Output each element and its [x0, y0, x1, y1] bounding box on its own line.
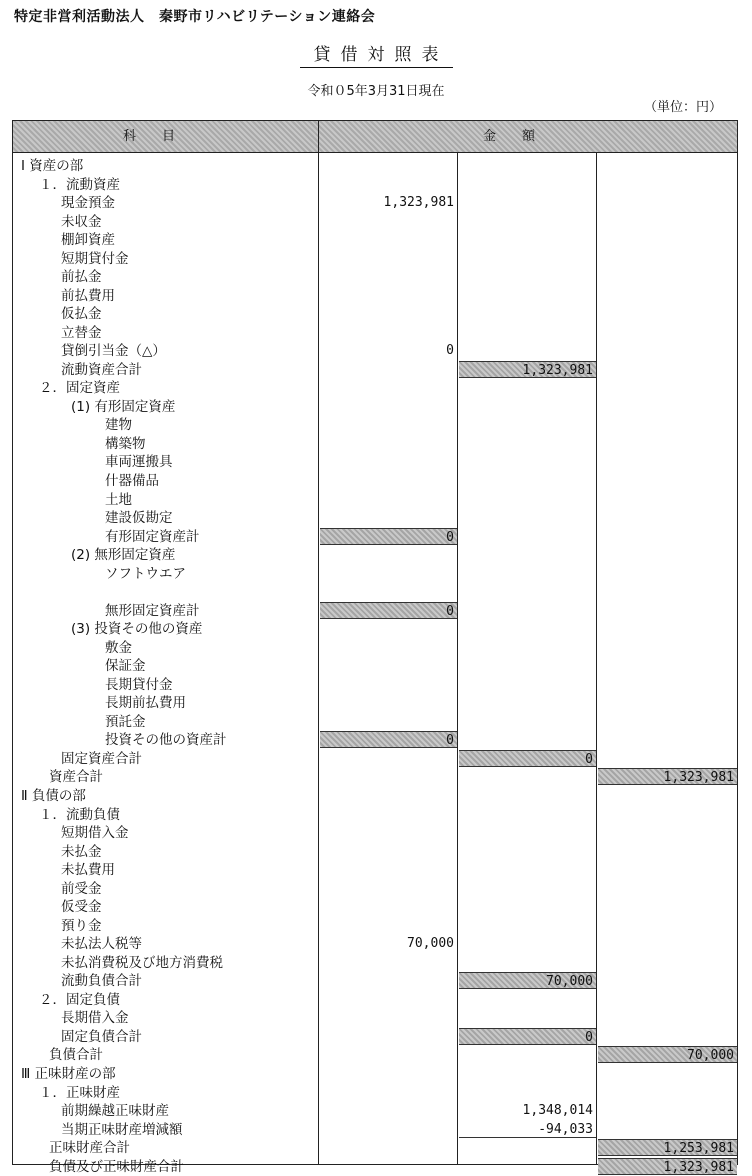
table-row	[13, 583, 737, 602]
amount-1: 1,323,981	[383, 195, 454, 211]
table-row	[13, 1065, 737, 1084]
table-row	[13, 435, 737, 454]
row-label: 長期前払費用	[105, 695, 186, 712]
header-subject: 科 目	[123, 129, 176, 144]
table-row	[13, 157, 737, 176]
row-label: Ⅰ 資産の部	[21, 158, 84, 174]
table-row	[13, 472, 737, 491]
row-label: (2) 無形固定資産	[71, 547, 176, 564]
unit-label: （単位：円）	[643, 100, 722, 115]
row-label: 前払費用	[61, 287, 115, 304]
row-label: 正味財産合計	[49, 1140, 130, 1157]
table-row	[13, 602, 737, 621]
row-label: 仮払金	[61, 306, 102, 323]
amount-3: 70,000	[598, 1046, 737, 1063]
table-row	[13, 935, 737, 954]
row-label: 投資その他の資産計	[105, 732, 227, 749]
row-label: 棚卸資産	[61, 232, 115, 249]
row-label: 未払消費税及び地方消費税	[61, 954, 223, 971]
table-row	[13, 176, 737, 195]
table-row	[13, 342, 737, 361]
row-label: 什器備品	[105, 473, 159, 489]
table-row	[13, 991, 737, 1010]
table-row	[13, 768, 737, 787]
row-label: 負債合計	[49, 1047, 103, 1064]
row-label: ２．固定資産	[39, 380, 120, 397]
row-label: １．正味財産	[39, 1084, 120, 1101]
organization-name: 特定非営利活動法人 秦野市リハビリテーション連絡会	[14, 9, 376, 25]
row-label: 負債及び正味財産合計	[49, 1158, 184, 1175]
row-label: 貸倒引当金（△）	[61, 343, 166, 360]
row-label: 建設仮勘定	[105, 510, 173, 527]
table-row	[13, 954, 737, 973]
row-label: 固定資産合計	[61, 750, 142, 767]
row-label: ２．固定負債	[39, 991, 120, 1008]
row-label: 資産合計	[49, 769, 103, 786]
row-label: 敷金	[105, 639, 132, 656]
table-row	[13, 824, 737, 843]
row-label: 保証金	[105, 658, 146, 675]
table-row	[13, 1028, 737, 1047]
table-row	[13, 398, 737, 417]
document-title	[0, 40, 752, 65]
table-row	[13, 287, 737, 306]
table-row	[13, 509, 737, 528]
document-title-text: 貸借対照表	[300, 45, 453, 68]
amount-2: 0	[459, 1028, 596, 1045]
row-label: 流動資産合計	[61, 361, 142, 378]
table-row	[13, 1009, 737, 1028]
table-row	[13, 231, 737, 250]
table-row	[13, 676, 737, 695]
amount-2: 0	[459, 750, 596, 767]
header-amount: 金 額	[483, 129, 536, 144]
row-label: 車両運搬具	[105, 454, 173, 471]
row-label: 長期貸付金	[105, 676, 173, 693]
table-header	[13, 121, 737, 153]
table-row	[13, 379, 737, 398]
table-row	[13, 546, 737, 565]
amount-2: 1,323,981	[459, 361, 596, 378]
table-row	[13, 750, 737, 769]
table-row	[13, 268, 737, 287]
row-label: 固定負債合計	[61, 1028, 142, 1045]
table-row	[13, 1158, 737, 1176]
row-label: 預託金	[105, 713, 146, 730]
table-row	[13, 898, 737, 917]
table-row	[13, 324, 737, 343]
amount-1: 0	[446, 343, 454, 359]
amount-1: 70,000	[407, 936, 454, 952]
table-row	[13, 565, 737, 584]
row-label: 建物	[105, 417, 132, 434]
report-date: 令和０5年3月31日現在	[307, 84, 445, 99]
table-row	[13, 657, 737, 676]
row-label: ソフトウエア	[105, 565, 186, 582]
amount-2: -94,033	[459, 1121, 596, 1138]
row-label: Ⅲ 正味財産の部	[21, 1065, 116, 1082]
row-label: 無形固定資産計	[105, 602, 200, 619]
amount-2: 70,000	[459, 972, 596, 989]
row-label: １．流動資産	[39, 176, 120, 193]
table-row	[13, 194, 737, 213]
table-row	[13, 491, 737, 510]
row-label: (1) 有形固定資産	[71, 398, 176, 415]
balance-sheet-table	[12, 120, 738, 1175]
row-label: 立替金	[61, 324, 102, 341]
table-row	[13, 787, 737, 806]
table-row	[13, 639, 737, 658]
table-row	[13, 1121, 737, 1140]
table-row	[13, 416, 737, 435]
table-row	[13, 843, 737, 862]
table-row	[13, 620, 737, 639]
row-label: Ⅱ 負債の部	[21, 788, 86, 805]
table-row	[13, 213, 737, 232]
row-label: 前期繰越正味財産	[61, 1103, 169, 1120]
table-row	[13, 861, 737, 880]
amount-1: 0	[320, 731, 457, 748]
table-row	[13, 1139, 737, 1158]
table-row	[13, 361, 737, 380]
table-row	[13, 305, 737, 324]
amount-3: 1,253,981	[598, 1139, 737, 1156]
table-row	[13, 731, 737, 750]
row-label: 短期貸付金	[61, 250, 129, 267]
table-row	[13, 1084, 737, 1103]
row-label: 当期正味財産増減額	[61, 1121, 183, 1138]
row-label: 流動負債合計	[61, 973, 142, 990]
table-row	[13, 880, 737, 899]
row-label: 現金預金	[61, 195, 115, 212]
row-label: 未収金	[61, 213, 102, 230]
row-label: １．流動負債	[39, 806, 120, 823]
amount-3: 1,323,981	[598, 1158, 737, 1175]
row-label: (3) 投資その他の資産	[71, 621, 203, 638]
table-row	[13, 806, 737, 825]
amount-1: 0	[320, 528, 457, 545]
table-row	[13, 1102, 737, 1121]
row-label: 長期借入金	[61, 1010, 129, 1027]
row-label: 仮受金	[61, 899, 102, 916]
amount-1: 0	[320, 602, 457, 619]
row-label: 短期借入金	[61, 825, 129, 842]
table-row	[13, 528, 737, 547]
row-label: 前受金	[61, 880, 102, 897]
row-label: 有形固定資産計	[105, 528, 200, 545]
row-label: 構築物	[105, 435, 146, 452]
amount-3: 1,323,981	[598, 768, 737, 785]
table-row	[13, 917, 737, 936]
table-row	[13, 713, 737, 732]
table-row	[13, 250, 737, 269]
table-row	[13, 972, 737, 991]
row-label: 未払費用	[61, 862, 115, 879]
row-label: 未払法人税等	[61, 936, 142, 953]
row-label: 預り金	[61, 917, 102, 934]
table-row	[13, 453, 737, 472]
amount-2: 1,348,014	[522, 1103, 593, 1119]
table-row	[13, 1046, 737, 1065]
table-row	[13, 694, 737, 713]
row-label: 未払金	[61, 843, 102, 860]
row-label: 前払金	[61, 269, 102, 286]
row-label: 土地	[105, 491, 132, 508]
